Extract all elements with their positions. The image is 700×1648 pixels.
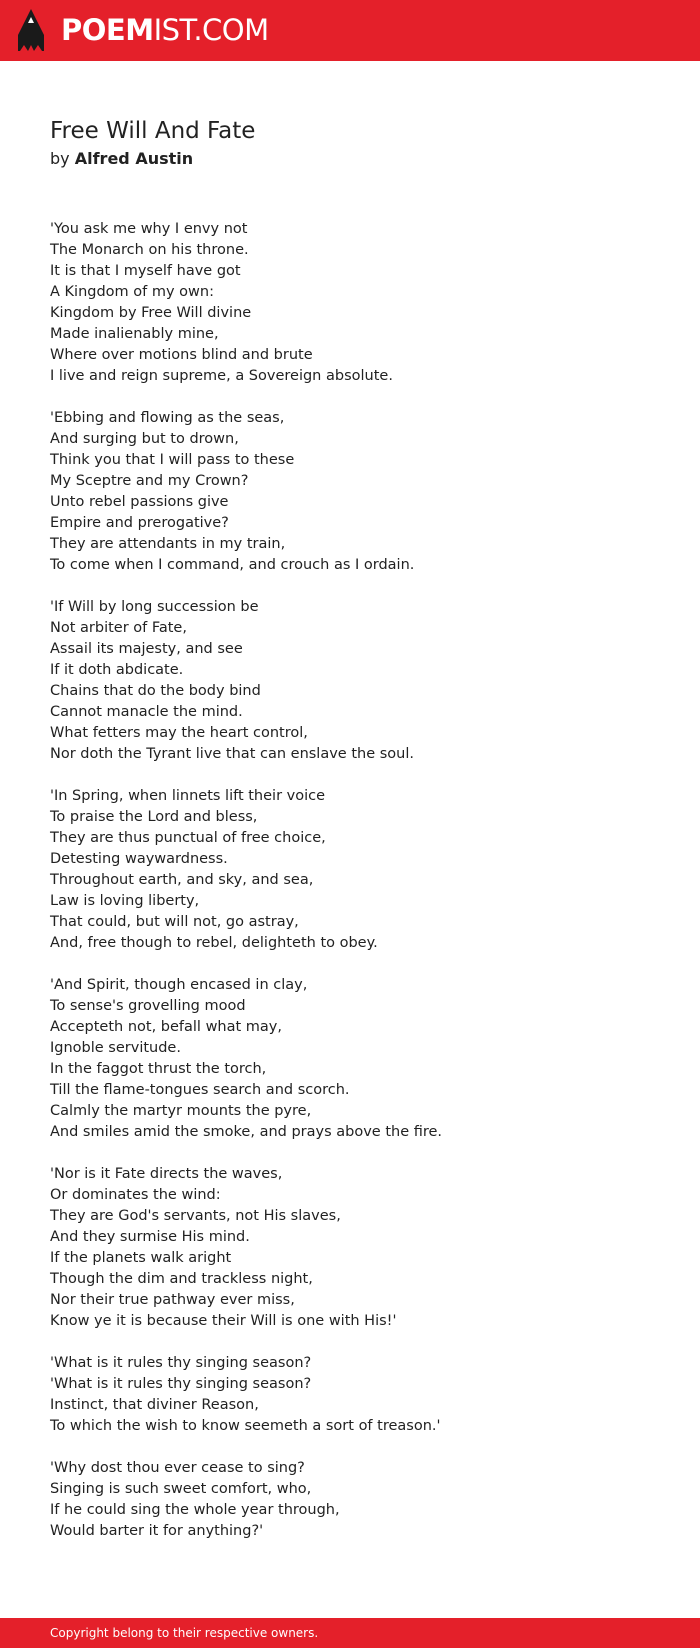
poem-line: Throughout earth, and sky, and sea,	[50, 872, 314, 888]
poem-line: Think you that I will pass to these	[50, 452, 295, 468]
poem-line: Unto rebel passions give	[50, 494, 229, 510]
poem-line: If the planets walk aright	[50, 1250, 232, 1266]
poem-line: I live and reign supreme, a Sovereign absolute.	[50, 368, 393, 384]
poem-line: Would barter it for anything?'	[50, 1523, 264, 1539]
poem-line: That could, but will not, go astray,	[50, 914, 299, 930]
poem-line: The Monarch on his throne.	[50, 242, 249, 258]
stanza	[50, 975, 670, 1143]
poem-line: Though the dim and trackless night,	[50, 1271, 313, 1287]
poem-line: In the faggot thrust the torch,	[50, 1061, 267, 1077]
poem-line: My Sceptre and my Crown?	[50, 473, 249, 489]
poem-line: To which the wish to know seemeth a sort of treason.'	[50, 1418, 441, 1434]
site-logo[interactable]	[61, 13, 269, 47]
poem-line: 'Nor is it Fate directs the waves,	[50, 1166, 283, 1182]
poem-line: Law is loving liberty,	[50, 893, 200, 909]
poem-line: Not arbiter of Fate,	[50, 620, 187, 636]
poem-byline	[50, 148, 193, 170]
poem-author: Alfred Austin	[74, 149, 194, 168]
poem-line: Till the flame-tongues search and scorch.	[50, 1082, 350, 1098]
logo-bold-text: POEM	[61, 13, 154, 47]
poem-line: It is that I myself have got	[50, 263, 241, 279]
poem-line: 'If Will by long succession be	[50, 599, 259, 615]
poem-line: Or dominates the wind:	[50, 1187, 221, 1203]
poem-line: 'You ask me why I envy not	[50, 221, 248, 237]
poem-line: They are God's servants, not His slaves,	[50, 1208, 341, 1224]
poem-line: To come when I command, and crouch as I ordain.	[50, 557, 415, 573]
poem-line: Calmly the martyr mounts the pyre,	[50, 1103, 312, 1119]
stanza	[50, 786, 670, 954]
poem-line: To praise the Lord and bless,	[50, 809, 258, 825]
poem-line: What fetters may the heart control,	[50, 725, 308, 741]
site-header	[0, 0, 700, 61]
stanza	[50, 408, 670, 576]
stanza	[50, 1458, 670, 1542]
poem-line: If he could sing the whole year through,	[50, 1502, 340, 1518]
poem-line: And, free though to rebel, delighteth to obey.	[50, 935, 378, 951]
poem-line: To sense's grovelling mood	[50, 998, 246, 1014]
poem-line: Singing is such sweet comfort, who,	[50, 1481, 312, 1497]
poem-line: Nor their true pathway ever miss,	[50, 1292, 295, 1308]
poem-line: And smiles amid the smoke, and prays above the fire.	[50, 1124, 443, 1140]
poem-line: And surging but to drown,	[50, 431, 239, 447]
stanza	[50, 219, 670, 387]
poem-line: Cannot manacle the mind.	[50, 704, 243, 720]
poem-line: Nor doth the Tyrant live that can enslave the soul.	[50, 746, 414, 762]
poem-line: Made inalienably mine,	[50, 326, 219, 342]
stanza	[50, 1164, 670, 1332]
poem-line: If it doth abdicate.	[50, 662, 184, 678]
poem-line: 'In Spring, when linnets lift their voice	[50, 788, 326, 804]
poem-line: Detesting waywardness.	[50, 851, 228, 867]
poem-line: Kingdom by Free Will divine	[50, 305, 252, 321]
poem-line: 'What is it rules thy singing season?	[50, 1355, 312, 1371]
poem-line: Know ye it is because their Will is one with His!'	[50, 1313, 397, 1329]
poem-body	[50, 219, 670, 1563]
copyright-text: Copyright belong to their respective owners.	[50, 1626, 319, 1640]
logo-light-text: IST.COM	[153, 13, 269, 47]
site-footer	[0, 1618, 700, 1648]
poem-line: 'What is it rules thy singing season?	[50, 1376, 312, 1392]
poem-line: Instinct, that diviner Reason,	[50, 1397, 259, 1413]
poem-line: A Kingdom of my own:	[50, 284, 214, 300]
poem-line: Chains that do the body bind	[50, 683, 261, 699]
poem-line: They are attendants in my train,	[50, 536, 286, 552]
pencil-tip-icon[interactable]	[18, 9, 44, 51]
poem-line: 'Why dost thou ever cease to sing?	[50, 1460, 305, 1476]
poem-line: And they surmise His mind.	[50, 1229, 250, 1245]
poem-line: They are thus punctual of free choice,	[50, 830, 326, 846]
stanza	[50, 597, 670, 765]
poem-line: Accepteth not, befall what may,	[50, 1019, 282, 1035]
poem-title: Free Will And Fate	[50, 118, 256, 144]
poem-line: 'Ebbing and flowing as the seas,	[50, 410, 285, 426]
poem-line: 'And Spirit, though encased in clay,	[50, 977, 308, 993]
byline-prefix: by	[50, 149, 70, 168]
poem-line: Where over motions blind and brute	[50, 347, 313, 363]
poem-line: Ignoble servitude.	[50, 1040, 181, 1056]
poem-line: Empire and prerogative?	[50, 515, 229, 531]
poem-line: Assail its majesty, and see	[50, 641, 243, 657]
stanza	[50, 1353, 670, 1437]
